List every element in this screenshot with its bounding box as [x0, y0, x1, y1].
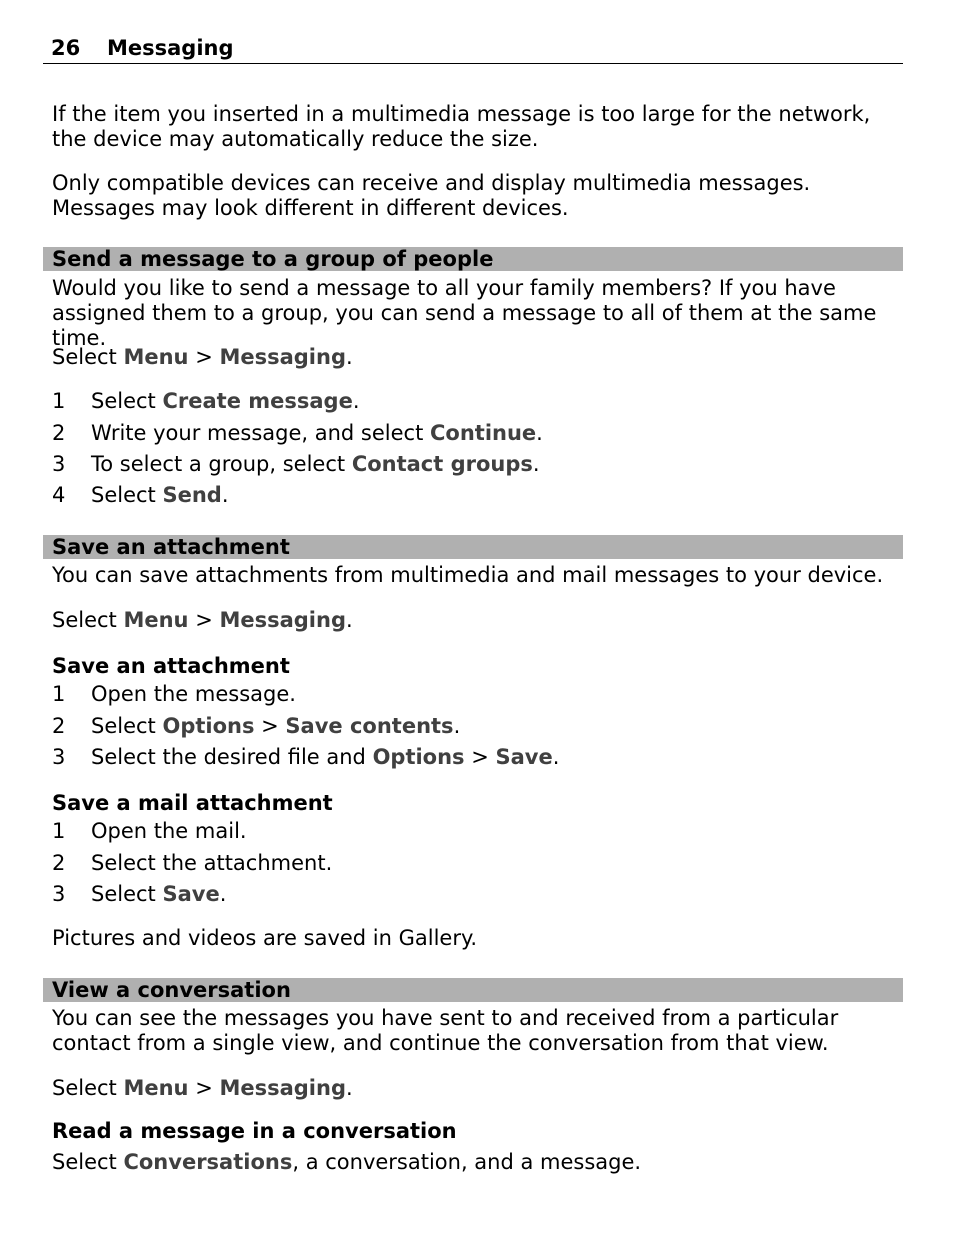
subheading-save-attachment: Save an attachment	[52, 654, 290, 678]
section-heading-group: Send a message to a group of people	[43, 247, 903, 271]
menu-label: Menu	[123, 1076, 189, 1100]
subheading-read-message: Read a message in a conversation	[52, 1119, 457, 1143]
attachment-select-path: Select Menu > Messaging.	[52, 608, 353, 632]
conversation-body: You can see the messages you have sent to and received from a particular contact from a single view, and continue the conversation from that view.	[52, 1006, 839, 1055]
read-message-instruction: Select Conversations, a conversation, and a message.	[52, 1150, 642, 1174]
conversation-select-path: Select Menu > Messaging.	[52, 1076, 353, 1100]
chapter-title: Messaging	[107, 36, 234, 60]
attachment-body: You can save attachments from multimedia and mail messages to your device.	[52, 563, 884, 587]
intro-paragraph-2: Only compatible devices can receive and display multimedia messages. Messages may look different in different devices.	[52, 171, 811, 220]
section-heading-conversation: View a conversation	[43, 978, 903, 1002]
menu-label: Menu	[123, 345, 189, 369]
messaging-label: Messaging	[219, 608, 346, 632]
section-heading-attachment: Save an attachment	[43, 535, 903, 559]
intro-paragraph-1: If the item you inserted in a multimedia message is too large for the network, the device may automatically reduce the size.	[52, 102, 871, 151]
messaging-label: Messaging	[219, 345, 346, 369]
group-select-path: Select Menu > Messaging.	[52, 345, 353, 369]
subheading-save-mail-attachment: Save a mail attachment	[52, 791, 333, 815]
messaging-label: Messaging	[219, 1076, 346, 1100]
menu-label: Menu	[123, 608, 189, 632]
page-number: 26	[51, 36, 81, 60]
group-body: Would you like to send a message to all your family members? If you have assigned them to a group, you can send a message to all of them at the same time.	[52, 276, 877, 350]
attachment-note: Pictures and videos are saved in Gallery.	[52, 926, 478, 950]
page-header	[43, 34, 903, 64]
